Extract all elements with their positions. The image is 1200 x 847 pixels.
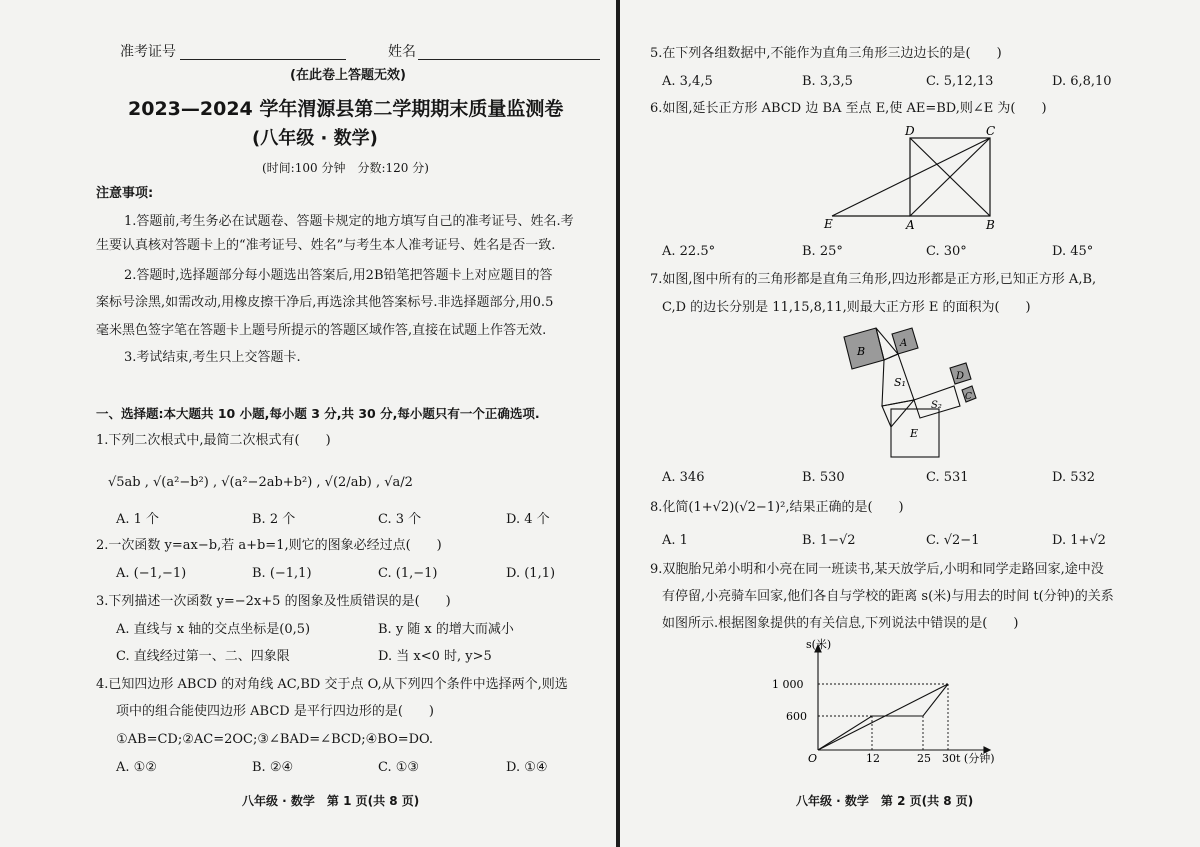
name-label: 姓名	[388, 44, 416, 60]
instruction-line: 2.答题时,选择题部分每小题选出答案后,用2B铅笔把答题卡上对应题目的答	[124, 268, 553, 283]
q9-stem: 9.双胞胎兄弟小明和小亮在同一班读书,某天放学后,小明和同学走路回家,途中没	[650, 562, 1104, 577]
q1-expression: √5ab , √(a²−b²) , √(a²−2ab+b²) , √(2/ab) , √a/2	[108, 475, 413, 490]
exam-title: 2023—2024 学年渭源县第二学期期末质量监测卷	[128, 98, 564, 120]
instruction-line: 案标号涂黑,如需改动,用橡皮擦干净后,再选涂其他答案标号.非选择题部分,用0.5	[96, 295, 554, 310]
q5-option-b[interactable]: B. 3,3,5	[802, 74, 853, 89]
q3-option-a[interactable]: A. 直线与 x 轴的交点坐标是(0,5)	[116, 622, 311, 637]
q4-option-d[interactable]: D. ①④	[506, 760, 548, 775]
q3-option-b[interactable]: B. y 随 x 的增大而减小	[378, 622, 514, 637]
q2-option-d[interactable]: D. (1,1)	[506, 566, 556, 581]
page-footer: 八年级 · 数学 第 1 页(共 8 页)	[242, 794, 420, 808]
label-c: C	[986, 124, 996, 138]
q4-option-b[interactable]: B. ②④	[252, 760, 294, 775]
instruction-line: 生要认真核对答题卡上的“准考证号、姓名”与考生本人准考证号、姓名是否一致.	[96, 238, 556, 253]
exam-id-label: 准考证号	[120, 44, 176, 60]
y-tick-600: 600	[786, 710, 807, 723]
q6-option-d[interactable]: D. 45°	[1052, 244, 1094, 259]
label-a: A	[906, 218, 915, 232]
q3-option-c[interactable]: C. 直线经过第一、二、四象限	[116, 649, 290, 664]
time-score: (时间:100 分钟 分数:120 分)	[262, 161, 429, 175]
q3-option-d[interactable]: D. 当 x<0 时, y>5	[378, 649, 492, 664]
q9-stem-cont: 有停留,小亮骑车回家,他们各自与学校的距离 s(米)与用去的时间 t(分钟)的关系	[662, 589, 1114, 604]
q8-option-c[interactable]: C. √2−1	[926, 533, 980, 548]
page-divider	[616, 0, 620, 847]
x-tick-30: 30	[942, 752, 956, 765]
q3-stem: 3.下列描述一次函数 y=−2x+5 的图象及性质错误的是( )	[96, 594, 451, 609]
q1-option-a[interactable]: A. 1 个	[116, 512, 160, 527]
label-d: D	[956, 371, 965, 382]
walk-line	[818, 684, 948, 750]
origin-label: O	[808, 752, 818, 765]
q8-stem: 8.化简(1+√2)(√2−1)²,结果正确的是( )	[650, 500, 904, 515]
exam-id-field[interactable]	[180, 59, 346, 60]
page-2	[622, 0, 1200, 847]
q4-conditions: ①AB=CD;②AC=2OC;③∠BAD=∠BCD;④BO=DO.	[116, 732, 434, 747]
q8-option-a[interactable]: A. 1	[662, 533, 688, 548]
section-heading: 一、选择题:本大题共 10 小题,每小题 3 分,共 30 分,每小题只有一个正确选项.	[96, 406, 540, 421]
q7-option-c[interactable]: C. 531	[926, 470, 969, 485]
instruction-line: 1.答题前,考生务必在试题卷、答题卡规定的地方填写自己的准考证号、姓名.考	[124, 214, 574, 229]
q1-option-d[interactable]: D. 4 个	[506, 512, 550, 527]
q4-stem: 4.已知四边形 ABCD 的对角线 AC,BD 交于点 O,从下列四个条件中选择两个,则选	[96, 677, 568, 692]
name-field[interactable]	[418, 59, 600, 60]
q5-option-d[interactable]: D. 6,8,10	[1052, 74, 1112, 89]
x-axis-label: t (分钟)	[956, 752, 995, 765]
q2-option-a[interactable]: A. (−1,−1)	[116, 566, 187, 581]
q9-stem-cont2: 如图所示.根据图象提供的有关信息,下列说法中错误的是( )	[662, 616, 1019, 631]
label-e: E	[824, 217, 833, 231]
instruction-line: 毫米黑色签字笔在答题卡上题号所提示的答题区域作答,直接在试题上作答无效.	[96, 323, 547, 338]
exam-subtitle: (八年级 · 数学)	[252, 128, 378, 149]
label-a: A	[900, 338, 908, 349]
y-tick-1000: 1 000	[772, 678, 804, 691]
q6-option-a[interactable]: A. 22.5°	[662, 244, 716, 259]
q9-distance-time-graph	[772, 638, 1012, 765]
y-axis-label: s(米)	[806, 638, 832, 651]
q5-stem: 5.在下列各组数据中,不能作为直角三角形三边边长的是( )	[650, 46, 1002, 61]
instruction-line: 3.考试结束,考生只上交答题卡.	[124, 350, 301, 365]
q1-option-c[interactable]: C. 3 个	[378, 512, 422, 527]
q8-option-b[interactable]: B. 1−√2	[802, 533, 856, 548]
segment-ec	[832, 138, 990, 216]
q4-option-c[interactable]: C. ①③	[378, 760, 420, 775]
x-tick-12: 12	[866, 752, 880, 765]
q5-option-c[interactable]: C. 5,12,13	[926, 74, 994, 89]
q7-stem: 7.如图,图中所有的三角形都是直角三角形,四边形都是正方形,已知正方形 A,B,	[650, 272, 1097, 287]
q7-stem-cont: C,D 的边长分别是 11,15,8,11,则最大正方形 E 的面积为( )	[662, 300, 1031, 315]
label-b: B	[986, 218, 995, 232]
label-d: D	[905, 124, 915, 138]
answer-invalid-notice: (在此卷上答题无效)	[290, 68, 406, 83]
q6-option-b[interactable]: B. 25°	[802, 244, 843, 259]
q5-option-a[interactable]: A. 3,4,5	[662, 74, 713, 89]
q8-option-d[interactable]: D. 1+√2	[1052, 533, 1106, 548]
label-c: C	[965, 392, 972, 402]
q2-option-c[interactable]: C. (1,−1)	[378, 566, 438, 581]
q6-option-c[interactable]: C. 30°	[926, 244, 967, 259]
q4-stem-cont: 项中的组合能使四边形 ABCD 是平行四边形的是( )	[116, 704, 434, 719]
q2-stem: 2.一次函数 y=ax−b,若 a+b=1,则它的图象必经过点( )	[96, 538, 442, 553]
q7-option-d[interactable]: D. 532	[1052, 470, 1096, 485]
label-e: E	[910, 427, 919, 440]
q7-option-a[interactable]: A. 346	[662, 470, 705, 485]
q7-pythagoras-figure	[834, 322, 994, 462]
label-s2: S₂	[931, 400, 942, 411]
triangle-main	[882, 400, 914, 427]
q7-option-b[interactable]: B. 530	[802, 470, 845, 485]
page-footer: 八年级 · 数学 第 2 页(共 8 页)	[796, 794, 974, 808]
label-s1: S₁	[894, 376, 906, 389]
q1-option-b[interactable]: B. 2 个	[252, 512, 296, 527]
q4-option-a[interactable]: A. ①②	[116, 760, 157, 775]
q1-stem: 1.下列二次根式中,最简二次根式有( )	[96, 433, 331, 448]
q6-stem: 6.如图,延长正方形 ABCD 边 BA 至点 E,使 AE=BD,则∠E 为( )	[650, 101, 1047, 116]
q2-option-b[interactable]: B. (−1,1)	[252, 566, 312, 581]
x-tick-25: 25	[917, 752, 931, 765]
instructions-heading: 注意事项:	[96, 186, 154, 201]
label-b: B	[857, 345, 866, 358]
q6-square-figure	[822, 124, 1002, 233]
